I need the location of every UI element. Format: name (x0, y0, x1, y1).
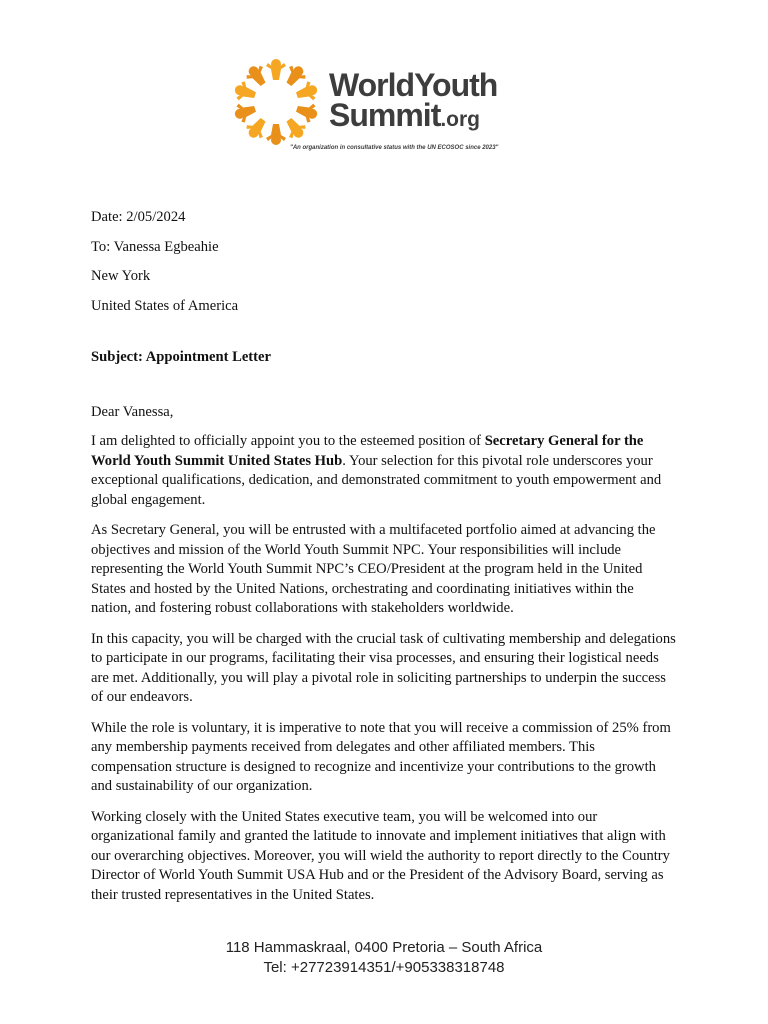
paragraph-reporting: Working closely with the United States executive team, you will be welcomed into our organizational family and granted the latitude to innovate and implement initiatives that align with our overarching objectives. Moreover, you will wield the authority to report directly to the Country Director of World Youth Summit USA Hub and or the President of the Advisory Board, serving as their trusted representatives in the United States. (91, 808, 670, 903)
letter-date: Date: 2/05/2024 (91, 209, 186, 225)
paragraph-membership: In this capacity, you will be charged with the crucial task of cultivating membership and delegations to participate in our programs, facilitating their visa processes, and ensuring their logistical needs are met. Additionally, you will play a pivotal role in soliciting partnerships to underpin the success of our endeavors. (91, 630, 676, 705)
letter-recipient: To: Vanessa Egbeahie (91, 238, 219, 255)
letter-country: United States of America (91, 297, 239, 314)
letter-body (91, 208, 677, 916)
logo-title-line1: WorldYouth (329, 67, 498, 103)
logo-title (329, 67, 498, 135)
logo-title-suffix: .org (440, 108, 481, 131)
people-circle-logo-icon (232, 58, 320, 146)
logo-tagline: "An organization in consultative status with the UN ECOSOC since 2023" (290, 145, 499, 151)
paragraph-responsibilities: As Secretary General, you will be entrusted with a multifaceted portfolio aimed at advancing the objectives and mission of the World Youth Summit NPC. Your responsibilities will include representing the World Youth Summit NPC’s CEO/President at the program held in the United States and hosted by the United Nations, orchestrating and coordinating initiatives within the nation, and fostering robust collaborations with stakeholders worldwide. (91, 522, 656, 616)
paragraph-appointment-rest: . Your selection for this pivotal role underscores your exceptional qualifications, dedication, and demonstrated commitment to youth empowerment and global engagement. (91, 452, 662, 508)
paragraph-appointment (91, 432, 677, 510)
position-title: Secretary General for the World Youth Summit United States Hub (91, 433, 644, 469)
logo-title-summit: Summit (329, 97, 441, 133)
footer-phone: Tel: +27723914351/+905338318748 (263, 959, 505, 976)
paragraph-appointment-intro: I am delighted to officially appoint you to the esteemed position of (91, 433, 485, 449)
organization-logo (232, 58, 532, 162)
logo-title-line2 (329, 97, 497, 135)
letter-salutation: Dear Vanessa, (91, 403, 174, 420)
letter-subject: Subject: Appointment Letter (91, 349, 271, 365)
letter-city: New York (91, 268, 151, 284)
letter-footer (0, 938, 768, 978)
footer-address: 118 Hammaskraal, 0400 Pretoria – South Africa (225, 939, 543, 956)
paragraph-commission: While the role is voluntary, it is imperative to note that you will receive a commission of 25% from any membership payments received from delegates and other affiliated members. This compensation structure is designed to recognize and incentivize your contributions to the growth and sustainability of our organization. (91, 719, 671, 794)
